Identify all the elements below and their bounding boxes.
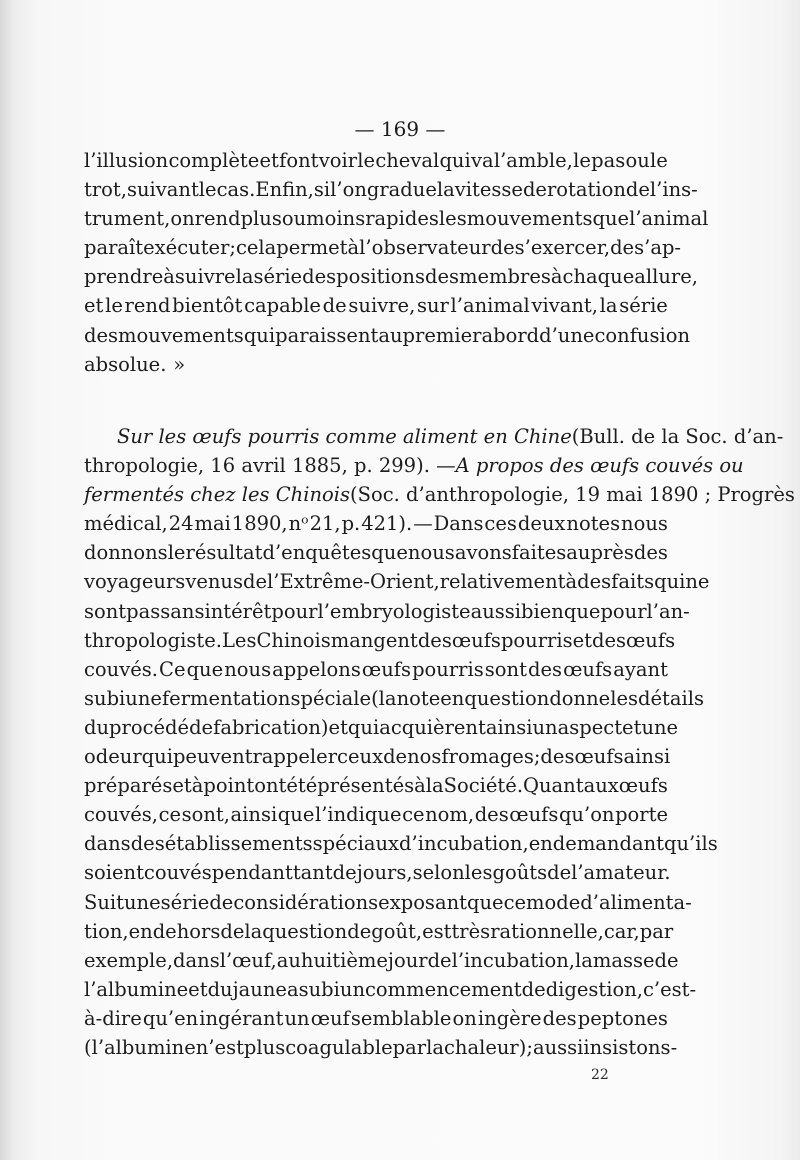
citation-text: (Bull. de la Soc. d’an-	[571, 425, 784, 448]
text-line: à-dire qu’en ingérant un œuf semblable on ingère des peptones	[84, 1006, 668, 1030]
text-line: couvés. Ce que nous appelons œufs pourris sont des œufs ayant	[84, 657, 668, 681]
italic-title-incubated-eggs: A propos des œufs couvés ou	[455, 454, 744, 478]
text-line: paraît exécuter; cela permet à l’observateur de s’exercer, de s’ap-	[84, 236, 682, 260]
paragraph-quote-end	[84, 146, 709, 379]
paragraph2-line	[84, 422, 784, 451]
text-line: exemple, dans l’œuf, au huitième jour de l’incubation, la masse de	[84, 948, 679, 972]
paragraph2-line	[84, 451, 744, 480]
text-line: l’albumine et du jaune a subi un commencement de digestion, c’est-	[84, 977, 697, 1001]
text-line: couvés, ce sont, ainsi que l’indique ce nom, des œufs qu’on porte	[84, 803, 668, 827]
text-line: subi une fermentation spéciale (la note en question donne les détails	[84, 686, 704, 710]
text-line: trot, suivant le cas. Enfin, si l’on gradue la vitesse de rotation de l’ins-	[84, 178, 698, 202]
text-line: dans des établissements spéciaux d’incubation, en demandant qu’ils	[84, 832, 718, 856]
text-line: voyageurs venus de l’Extrême-Orient, relativement à des faits qui ne	[84, 570, 710, 594]
italic-title-continued: fermentés chez les Chinois	[84, 483, 350, 507]
text-line: l’illusion complète et font voir le cheval qui va l’amble, le pas ou le	[84, 149, 668, 172]
text-line: odeur qui peuvent rappeler ceux de nos fromages; des œufs ainsi	[84, 745, 671, 769]
text-line: (l’albumine n’est plus coagulable par la chaleur); aussi insistons-	[84, 1035, 678, 1059]
text-line: et le rend bientôt capable de suivre, sur l’animal vivant, la série	[84, 294, 668, 318]
italic-title-rotten-eggs: Sur les œufs pourris comme aliment en Chine	[117, 425, 572, 448]
text-line: préparés et à point ont été présentés à la Société. Quant aux œufs	[84, 774, 668, 798]
text-line: donnons le résultat d’enquêtes que nous avons faites auprès des	[84, 541, 668, 565]
paragraph2-line	[84, 480, 795, 509]
text-line: sont pas sans intérêt pour l’embryologiste aussi bien que pour l’an-	[84, 599, 690, 623]
paragraph2-body	[84, 509, 718, 1062]
text-line: trument, on rend plus ou moins rapides les mouvements que l’animal	[84, 207, 709, 231]
text-line: thropologiste. Les Chinois mangent des œufs pourris et des œufs	[84, 628, 676, 652]
signature-mark: 22	[591, 1067, 609, 1083]
citation-text: (Soc. d’anthropologie, 19 mai 1890 ; Progrès	[349, 483, 795, 507]
text-line: soient couvés pendant tant de jours, selon les goûts de l’amateur.	[84, 861, 671, 885]
text-line: absolue. »	[84, 352, 186, 376]
text-line: du procédé de fabrication) et qui acquièrent ainsi un aspect et une	[84, 715, 679, 739]
paragraph-bibliography-eggs	[84, 422, 795, 1062]
citation-text: thropologie, 16 avril 1885, p. 299). —	[84, 454, 456, 478]
text-line: Suit une série de considérations exposant que ce mode d’alimenta-	[84, 890, 692, 914]
page-number: — 169 —	[354, 117, 446, 141]
text-line: tion, en dehors de la question de goût, est très rationnelle, car, par	[84, 919, 674, 943]
text-line: des mouvements qui paraissent au premier abord d’une confusion	[84, 323, 691, 347]
text-line: prendre à suivre la série des positions des membres à chaque allure,	[84, 265, 698, 289]
text-line: médical, 24 mai 1890, nᵒ 21, p. 421). — Dans ces deux notes nous	[84, 512, 668, 536]
